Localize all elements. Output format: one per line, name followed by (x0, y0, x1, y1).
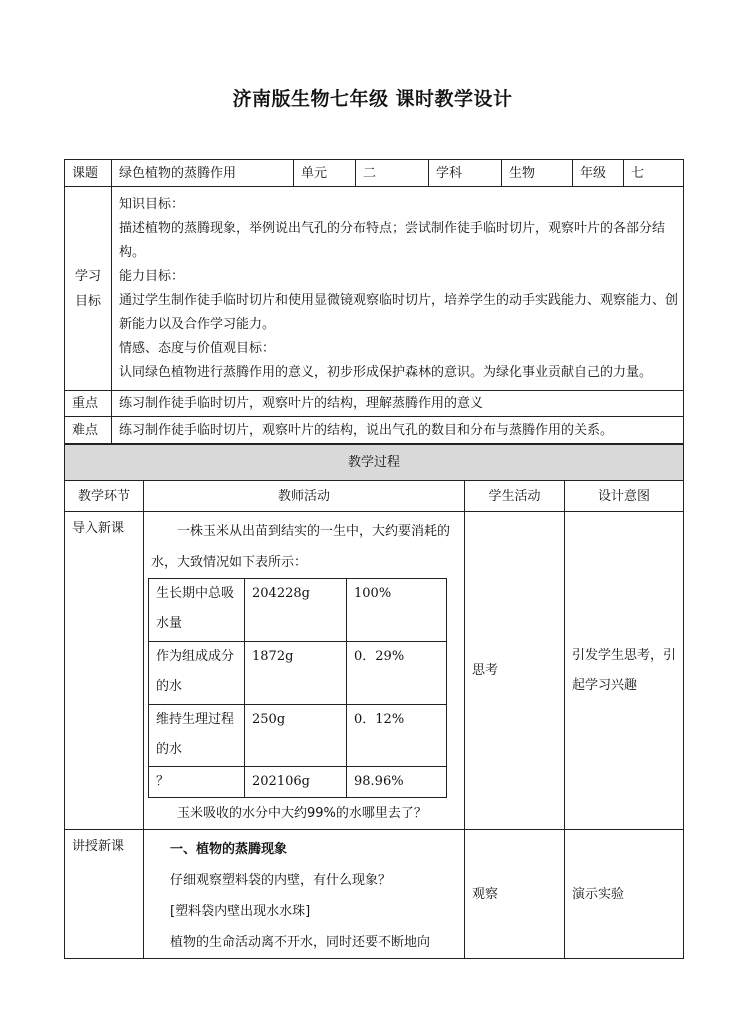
subject-label: 学科 (429, 160, 502, 187)
column-intent: 设计意图 (565, 481, 684, 512)
new-lesson-design-intent: 演示实验 (565, 830, 684, 959)
subject-value: 生物 (502, 160, 573, 187)
unit-value: 二 (356, 160, 429, 187)
water-cell: 0．12% (347, 705, 447, 767)
objective-line: 认同绿色植物进行蒸腾作用的意义，初步形成保护森林的意识。为绿化事业贡献自己的力量。 (119, 364, 653, 380)
new-lesson-line: [塑料袋内壁出现水水珠] (170, 904, 311, 919)
objective-line: 通过学生制作徒手临时切片和使用显微镜观察临时切片，培养学生的动手实践能力、观察能力、创新能力以及合作学习能力。 (119, 292, 679, 332)
water-cell: 204228g (245, 579, 347, 642)
water-cell: ？ (149, 767, 245, 798)
intro-question: 玉米吸收的水分中大约99%的水哪里去了？ (177, 806, 427, 821)
objective-line: 描述植物的蒸腾现象，举例说出气孔的分布特点；尝试制作徒手临时切片，观察叶片的各部分结构。 (119, 220, 666, 260)
grade-label: 年级 (573, 160, 624, 187)
objectives-label-line1: 学习 (74, 268, 101, 284)
water-table-row (149, 705, 447, 767)
water-cell: 100% (347, 579, 447, 642)
water-cell: 维持生理过程的水 (149, 705, 245, 767)
water-table-row (149, 579, 447, 642)
water-cell: 作为组成成分的水 (149, 642, 245, 705)
water-cell: 250g (245, 705, 347, 767)
objectives-label-line2: 目标 (74, 293, 101, 309)
objective-line: 知识目标： (119, 196, 185, 212)
section-heading: 一、植物的蒸腾现象 (170, 842, 288, 857)
water-cell: 202106g (245, 767, 347, 798)
unit-label: 单元 (294, 160, 356, 187)
objectives-content (112, 187, 684, 391)
objective-line: 能力目标： (119, 268, 185, 284)
intro-student-activity: 思考 (465, 512, 565, 830)
new-lesson-line: 仔细观察塑料袋的内壁，有什么现象？ (170, 873, 392, 888)
new-lesson-stage: 讲授新课 (65, 830, 144, 959)
intro-stage: 导入新课 (65, 512, 144, 830)
new-lesson-teacher-activity (144, 830, 465, 959)
process-title: 教学过程 (65, 445, 684, 481)
intro-design-intent: 引发学生思考，引起学习兴趣 (565, 512, 684, 830)
topic-value: 绿色植物的蒸腾作用 (112, 160, 294, 187)
teaching-process-table (64, 444, 684, 959)
lesson-info-table (64, 159, 684, 444)
water-cell: 1872g (245, 642, 347, 705)
difficulties-text: 练习制作徒手临时切片，观察叶片的结构，说出气孔的数目和分布与蒸腾作用的关系。 (112, 417, 684, 444)
water-cell: 0．29% (347, 642, 447, 705)
difficulties-label: 难点 (65, 417, 112, 444)
column-teacher: 教师活动 (144, 481, 465, 512)
water-cell: 98.96% (347, 767, 447, 798)
objective-line: 情感、态度与价值观目标： (119, 340, 276, 356)
objectives-label (65, 187, 112, 391)
document-title: 济南版生物七年级 课时教学设计 (232, 88, 513, 110)
intro-teacher-text: 一株玉米从出苗到结实的一生中，大约要消耗的水，大致情况如下表所示： (151, 524, 451, 570)
column-student: 学生活动 (465, 481, 565, 512)
water-table-row (149, 767, 447, 798)
intro-teacher-activity (144, 512, 465, 830)
water-table-row (149, 642, 447, 705)
water-cell: 生长期中总吸水量 (149, 579, 245, 642)
key-points-label: 重点 (65, 391, 112, 417)
water-usage-table (148, 578, 447, 798)
grade-value: 七 (624, 160, 684, 187)
new-lesson-student-activity: 观察 (465, 830, 565, 959)
column-stage: 教学环节 (65, 481, 144, 512)
key-points-text: 练习制作徒手临时切片，观察叶片的结构，理解蒸腾作用的意义 (112, 391, 684, 417)
new-lesson-line: 植物的生命活动离不开水，同时还要不断地向 (170, 935, 431, 950)
topic-label: 课题 (65, 160, 112, 187)
